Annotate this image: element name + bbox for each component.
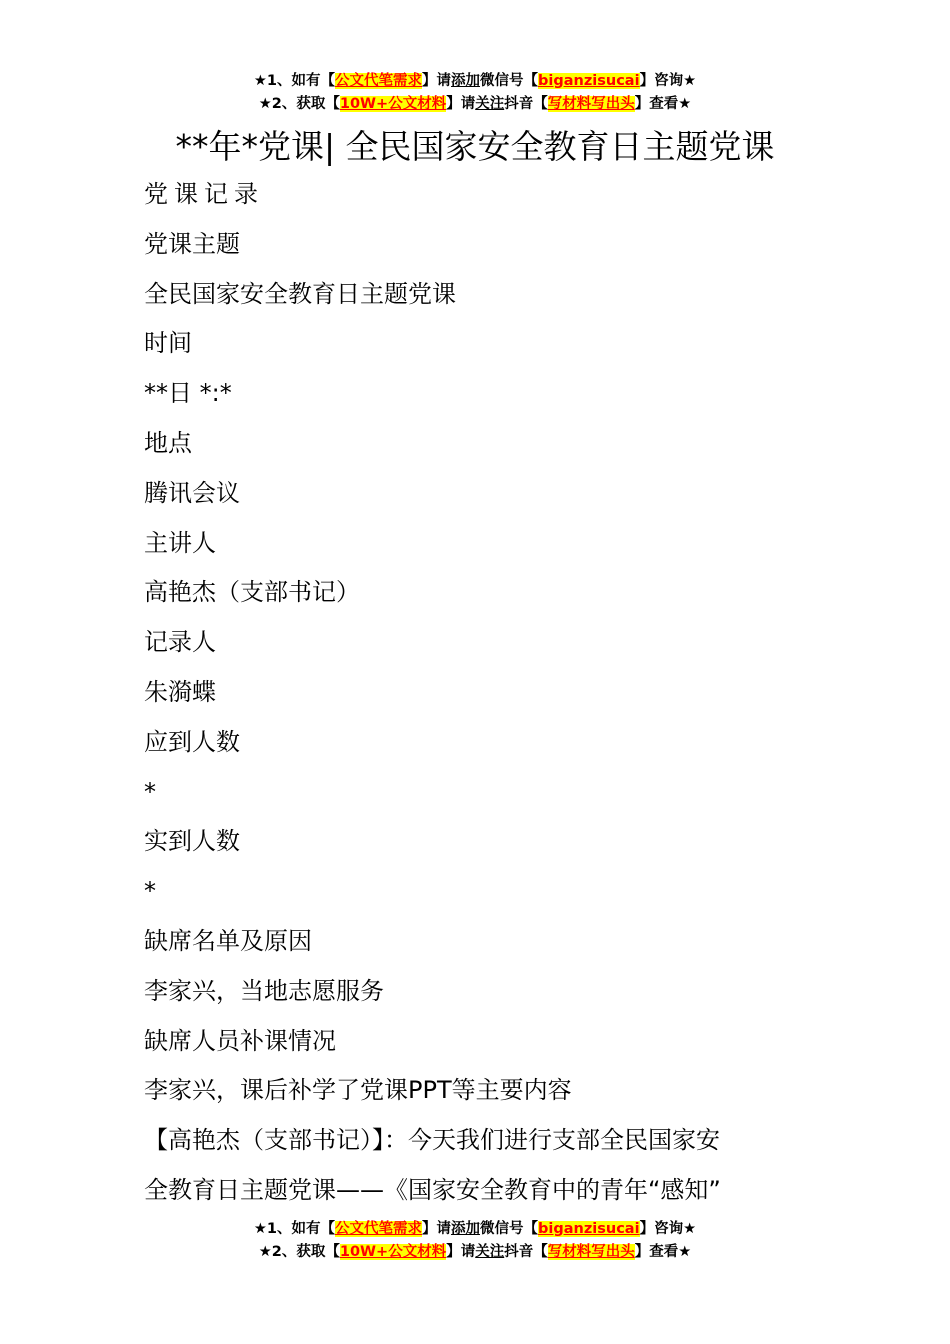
- highlight-wechat-id: biganzisucai: [538, 73, 640, 89]
- paragraph: 高艳杰（支部书记）: [144, 578, 360, 607]
- banner-text: 微信号【: [480, 1221, 539, 1237]
- paragraph: 全教育日主题党课——《国家安全教育中的青年“感知”: [144, 1175, 721, 1204]
- paragraph: **日 *:*: [144, 379, 232, 408]
- banner-line-1: [0, 70, 950, 93]
- banner-text: 】查看★: [634, 1244, 692, 1260]
- banner-text: 】查看★: [634, 96, 692, 112]
- underlined-text: 添加: [451, 73, 481, 89]
- paragraph: 党课记录: [144, 180, 264, 208]
- banner-text: ★2、获取【: [258, 1244, 340, 1260]
- highlight-douyin-id: 写材料写出头: [547, 96, 635, 112]
- document-title: **年*党课| 全民国家安全教育日主题党课: [175, 127, 775, 166]
- highlight-service: 公文代笔需求: [335, 1221, 423, 1237]
- banner-text: 抖音【: [504, 1244, 548, 1260]
- underlined-text: 关注: [475, 1244, 505, 1260]
- paragraph: 实到人数: [144, 827, 240, 856]
- banner-text: 】咨询★: [639, 73, 697, 89]
- highlight-wechat-id: biganzisucai: [538, 1221, 640, 1237]
- banner-line-2: [0, 1241, 950, 1264]
- paragraph: *: [144, 877, 156, 906]
- banner-line-2: [0, 93, 950, 116]
- banner-text: 】请: [422, 73, 452, 89]
- footer-banner: [0, 1218, 950, 1264]
- paragraph: 腾讯会议: [144, 478, 240, 507]
- paragraph: 全民国家安全教育日主题党课: [144, 279, 456, 308]
- paragraph: 应到人数: [144, 727, 240, 756]
- paragraph: 主讲人: [144, 528, 216, 557]
- underlined-text: 添加: [451, 1221, 481, 1237]
- banner-text: ★2、获取【: [258, 96, 340, 112]
- document-body: [144, 170, 824, 1216]
- header-banner: [0, 70, 950, 116]
- banner-text: 】咨询★: [639, 1221, 697, 1237]
- banner-text: 】请: [446, 1244, 476, 1260]
- paragraph: 缺席人员补课情况: [144, 1026, 336, 1055]
- paragraph: 地点: [144, 428, 192, 457]
- banner-text: 抖音【: [504, 96, 548, 112]
- banner-text: 微信号【: [480, 73, 539, 89]
- paragraph: 时间: [144, 329, 192, 358]
- underlined-text: 关注: [475, 96, 505, 112]
- paragraph: 缺席名单及原因: [144, 926, 312, 955]
- paragraph: 李家兴，课后补学了党课PPT等主要内容: [144, 1076, 572, 1105]
- highlight-materials: 10W+公文材料: [339, 1244, 447, 1260]
- banner-text: 】请: [446, 96, 476, 112]
- paragraph: 党课主题: [144, 229, 240, 258]
- banner-text: ★1、如有【: [253, 1221, 336, 1237]
- highlight-materials: 10W+公文材料: [339, 96, 447, 112]
- highlight-service: 公文代笔需求: [335, 73, 423, 89]
- paragraph: 【高艳杰（支部书记）】：今天我们进行支部全民国家安: [144, 1126, 720, 1155]
- banner-line-1: [0, 1218, 950, 1241]
- paragraph: 朱漪蝶: [144, 677, 216, 706]
- highlight-douyin-id: 写材料写出头: [547, 1244, 635, 1260]
- banner-text: 】请: [422, 1221, 452, 1237]
- banner-text: ★1、如有【: [253, 73, 336, 89]
- paragraph: 记录人: [144, 628, 216, 657]
- paragraph: 李家兴，当地志愿服务: [144, 976, 384, 1005]
- paragraph: *: [144, 777, 156, 806]
